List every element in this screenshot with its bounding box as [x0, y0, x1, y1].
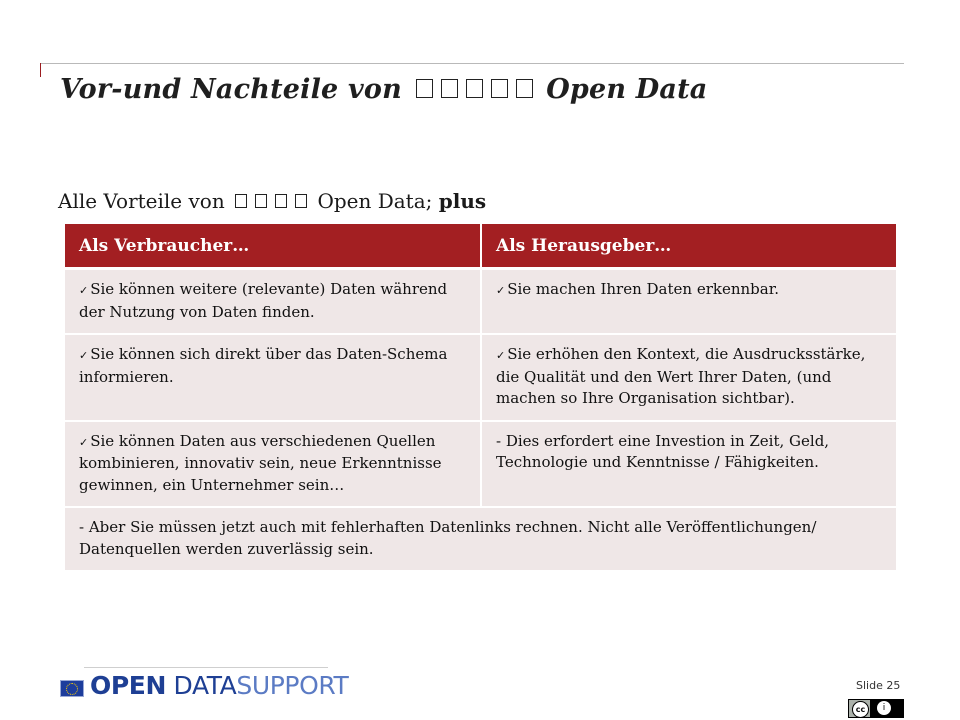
logo-text [90, 671, 348, 700]
table-footer-row [65, 507, 896, 571]
subtitle-bold: plus [438, 189, 487, 213]
cell-text: Sie können sich direkt über das Daten-Schema informieren. [79, 345, 448, 386]
header-consumer: Als Verbraucher… [65, 224, 481, 269]
cell-text: Sie können Daten aus verschiedenen Quellen kombinieren, innovativ sein, neue Erkenntnisse gewinnen, ein Unternehmer sein… [79, 431, 442, 494]
subtitle-prefix: Alle Vorteile von [58, 189, 225, 213]
cell-text: - Dies erfordert eine Investion in Zeit, Geld, Technologie und Kenntnisse / Fähigkeiten. [496, 431, 830, 471]
missing-glyph-box [516, 79, 533, 98]
checkmark-icon: ✓ [79, 349, 89, 362]
subtitle-middle: Open Data; [317, 189, 433, 213]
logo-word-support: SUPPORT [236, 671, 349, 700]
table-footer-cell: - Aber Sie müssen jetzt auch mit fehlerhaften Datenlinks rechnen. Nicht alle Veröffentlichungen/ Datenquellen werden zuverlässig sein. [65, 507, 896, 571]
slide-subtitle [58, 189, 486, 213]
table-row [65, 421, 896, 508]
logo-divider [84, 667, 328, 668]
table-cell [481, 269, 896, 335]
missing-glyph-box [491, 79, 508, 98]
missing-glyph-box [275, 194, 287, 208]
checkmark-icon: ✓ [496, 349, 506, 362]
creative-commons-badge [848, 699, 904, 718]
header-publisher: Als Herausgeber… [481, 224, 896, 269]
open-data-support-logo [56, 667, 349, 707]
eu-flag-icon [60, 680, 84, 697]
checkmark-icon: ✓ [496, 284, 506, 297]
checkmark-icon: ✓ [79, 284, 89, 297]
title-divider [40, 63, 904, 64]
slide-number: Slide 25 [856, 679, 901, 692]
logo-word-open: OPEN [90, 671, 166, 700]
table-cell [481, 421, 896, 508]
cell-text: Sie können weitere (relevante) Daten während der Nutzung von Daten finden. [79, 280, 448, 321]
table-header-row [65, 224, 896, 269]
attribution-icon: i [877, 701, 891, 715]
table-cell [481, 334, 896, 421]
title-prefix: Vor-und Nachteile von [60, 74, 402, 105]
title-suffix: Open Data [546, 74, 708, 105]
table-cell [65, 334, 481, 421]
cc-icon: cc [852, 701, 869, 718]
title-accent-tick [40, 63, 41, 77]
missing-glyph-box [416, 79, 433, 98]
missing-glyph-box [295, 194, 307, 208]
missing-glyph-box [235, 194, 247, 208]
missing-glyph-box [255, 194, 267, 208]
logo-word-data: DATA [173, 671, 237, 700]
cell-text: Sie machen Ihren Daten erkennbar. [507, 280, 780, 298]
table-row [65, 269, 896, 335]
comparison-table [65, 224, 896, 572]
table-cell [65, 269, 481, 335]
cell-text: Sie erhöhen den Kontext, die Ausdrucksstärke, die Qualität und den Wert Ihrer Daten, (und machen so Ihre Organisation sichtbar). [496, 345, 866, 407]
checkmark-icon: ✓ [79, 435, 89, 449]
missing-glyph-box [441, 79, 458, 98]
table-cell [65, 421, 481, 508]
missing-glyph-box [466, 79, 483, 98]
table-row [65, 334, 896, 421]
slide-title [60, 74, 707, 105]
